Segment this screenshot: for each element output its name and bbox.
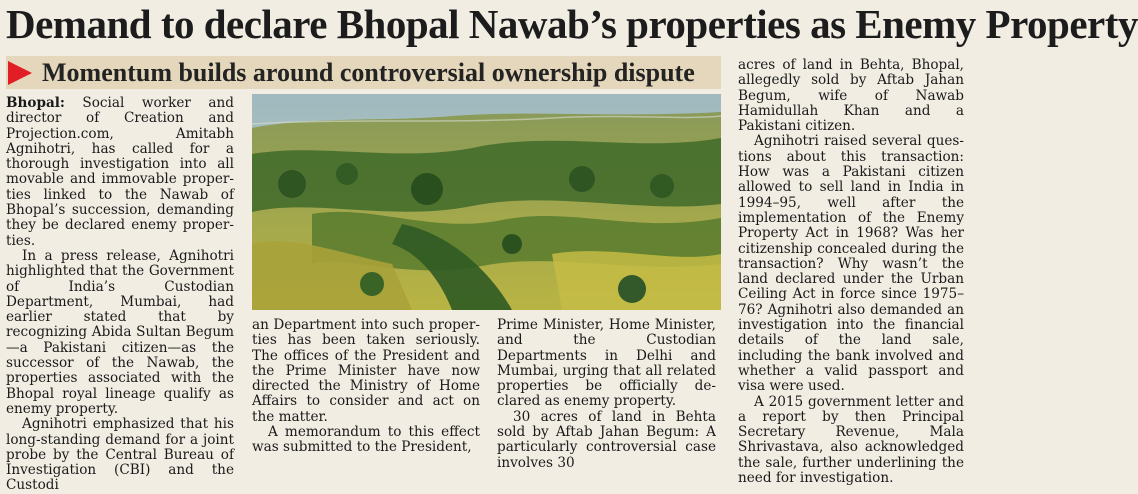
article-column-2 bbox=[252, 318, 480, 456]
kicker-text: Momentum builds around controversial ownership dispute bbox=[42, 57, 695, 87]
kicker-bar bbox=[6, 56, 721, 89]
article-column-1 bbox=[6, 96, 234, 494]
photo-illustration bbox=[252, 94, 721, 310]
lead-text: Social worker and director of Creation and Projection.com, Amitabh Agnihotri, has called for a thorough investigation into all movable and immovable properties linked to the Nawab of Bhopal’s succession, demanding they be declared enemy properties. bbox=[6, 95, 234, 249]
paragraph: A memorandum to this effect was submitted to the President, bbox=[252, 424, 480, 456]
paragraph: 30 acres of land in Behta sold by Aftab Jahan Begum: A particularly controversial case involves 30 bbox=[497, 408, 716, 471]
paragraph: Prime Minister, Home Minister, and the Custodian Departments in Delhi and Mumbai, urging that all related properties be officially declared as enemy property. bbox=[497, 317, 716, 410]
article-column-4 bbox=[738, 58, 964, 486]
dateline: Bhopal: bbox=[6, 95, 65, 111]
triangle-bullet-icon bbox=[8, 61, 32, 85]
aerial-landscape-photo bbox=[252, 94, 721, 310]
lead-paragraph bbox=[6, 96, 234, 249]
paragraph: an Department into such properties has been taken seriously. The offices of the President and the Prime Minister have now directed the Ministry of Home Affairs to consider and act on the matter. bbox=[252, 317, 480, 425]
paragraph: Agnihotri raised several questions about this transaction: How was a Pakistani citizen allowed to sell land in India in 1994–95, well after the implementation of the Enemy Property Act in 1968? Was her citizenship concealed during the transaction? Why wasn’t the land declared under the Urban Ceiling Act in force since 1975–76? Agnihotri also demanded an investigation into the financial details of the land sale, including the bank involved and whether a valid passport and visa were used. bbox=[738, 133, 964, 395]
paragraph: acres of land in Behta, Bhopal, allegedly sold by Aftab Jahan Begum, wife of Nawab Hamidullah Khan and a Pakistani citizen. bbox=[738, 57, 964, 135]
paragraph: A 2015 government letter and a report by then Principal Secretary Revenue, Mala Shrivastava, also acknowledged the sale, further underlining the need for investigation. bbox=[738, 393, 964, 487]
headline: Demand to declare Bhopal Nawab’s properties as Enemy Property bbox=[6, 1, 1138, 47]
paragraph: In a press release, Agnihotri highlighted that the Government of India’s Custodian Department, Mumbai, had earlier stated that by recognizing Abida Sultan Begum—a Pakistani citizen—as the successor of the Nawab, the properties associated with the Bhopal royal lineage qualify as enemy property. bbox=[6, 247, 234, 417]
next-article-cutoff bbox=[0, 446, 972, 455]
paragraph: Agnihotri emphasized that his long-standing demand for a joint probe by the Central Bureau of Investigation (CBI) and the Custodi bbox=[6, 416, 234, 494]
